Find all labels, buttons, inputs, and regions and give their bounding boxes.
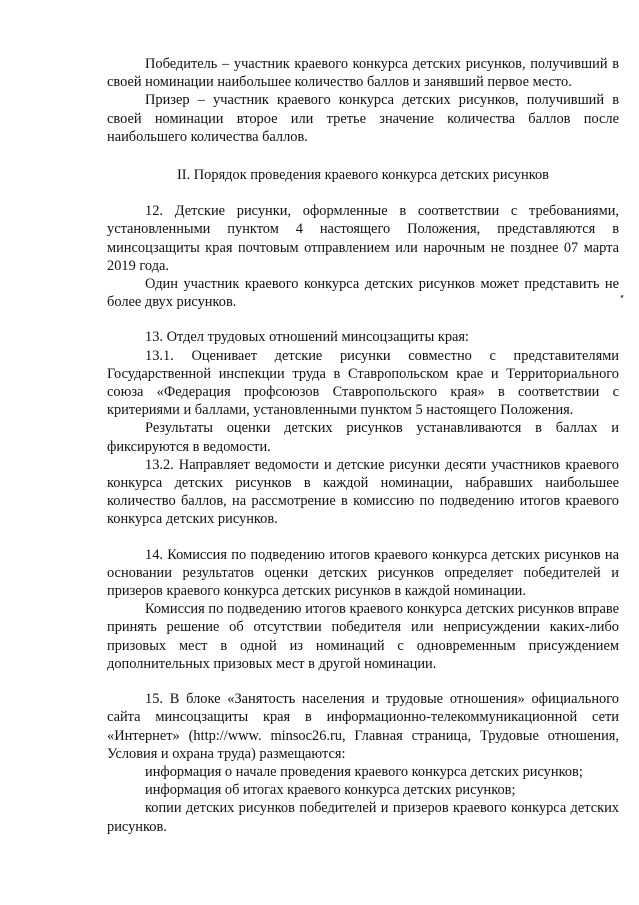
paragraph-13-2: 13.2. Направляет ведомости и детские рисунки десяти участников краевого конкурса детских рисунков в каждой номинации, набравших наибольшее количество баллов, на рассмотрение в комиссию по подведению итогов краевого конкурса детских рисунков. — [107, 456, 619, 528]
paragraph-13-1: 13.1. Оценивает детские рисунки совместно с представителями Государственной инспекции труда в Ставропольском крае и Территориального союза «Федерация профсоюзов Ставропольского края» в соответствии с критериями и баллами, установленными пунктом 5 настоящего Положения. — [107, 347, 619, 419]
paragraph-14-commission: Комиссия по подведению итогов краевого конкурса детских рисунков вправе принять решение об отсутствии победителя или неприсуждении каких-либо призовых мест в одной из номинаций с одновременным присуждением дополнительных призовых мест в другой номинации. — [107, 601, 619, 672]
list-item-drawings-copies: копии детских рисунков победителей и призеров краевого конкурса детских рисунков. — [107, 800, 619, 835]
spacer — [107, 311, 619, 328]
list-item-start-info: информация о начале проведения краевого конкурса детских рисунков; — [145, 763, 583, 780]
paragraph-12: 12. Детские рисунки, оформленные в соответствии с требованиями, установленными пунктом 4 настоящего Положения, представляются в минсоцзащиты края почтовым отправлением или нарочным не позднее 07 марта 2019 года. — [107, 203, 619, 274]
spacer — [107, 673, 619, 690]
paragraph-12-limit: Один участник краевого конкурса детских рисунков может представить не более двух рисунков. — [107, 276, 619, 311]
paragraph-13: 13. Отдел трудовых отношений минсоцзащиты края: — [145, 329, 470, 346]
paragraph-winner-definition: Победитель – участник краевого конкурса детских рисунков, получивший в своей номинации наибольшее количество баллов и занявший первое место. — [107, 56, 619, 91]
section-heading: II. Порядок проведения краевого конкурса детских рисунков — [177, 167, 549, 184]
scan-mark — [620, 295, 623, 299]
document-body — [107, 55, 619, 836]
paragraph-prizewinner-definition: Призер – участник краевого конкурса детских рисунков, получивший в своей номинации второе или третье значение количества баллов после наибольшего количества баллов. — [107, 92, 619, 145]
paragraph-15: 15. В блоке «Занятость населения и трудовые отношения» официального сайта минсоцзащиты края в информационно-телекоммуникационной сети «Интернет» (http://www. minsoc26.ru, Главная страница, Трудовые отношения, Условия и охрана труда) размещаются: — [107, 691, 619, 762]
spacer — [107, 529, 619, 546]
paragraph-13-1-results: Результаты оценки детских рисунков устанавливаются в баллах и фиксируются в ведомости. — [107, 420, 619, 455]
paragraph-14: 14. Комиссия по подведению итогов краевого конкурса детских рисунков на основании результатов оценки детских рисунков определяет победителей и призеров краевого конкурса детских рисунков в каждой номинации. — [107, 546, 619, 600]
list-item-results-info: информация об итогах краевого конкурса детских рисунков; — [145, 782, 516, 799]
